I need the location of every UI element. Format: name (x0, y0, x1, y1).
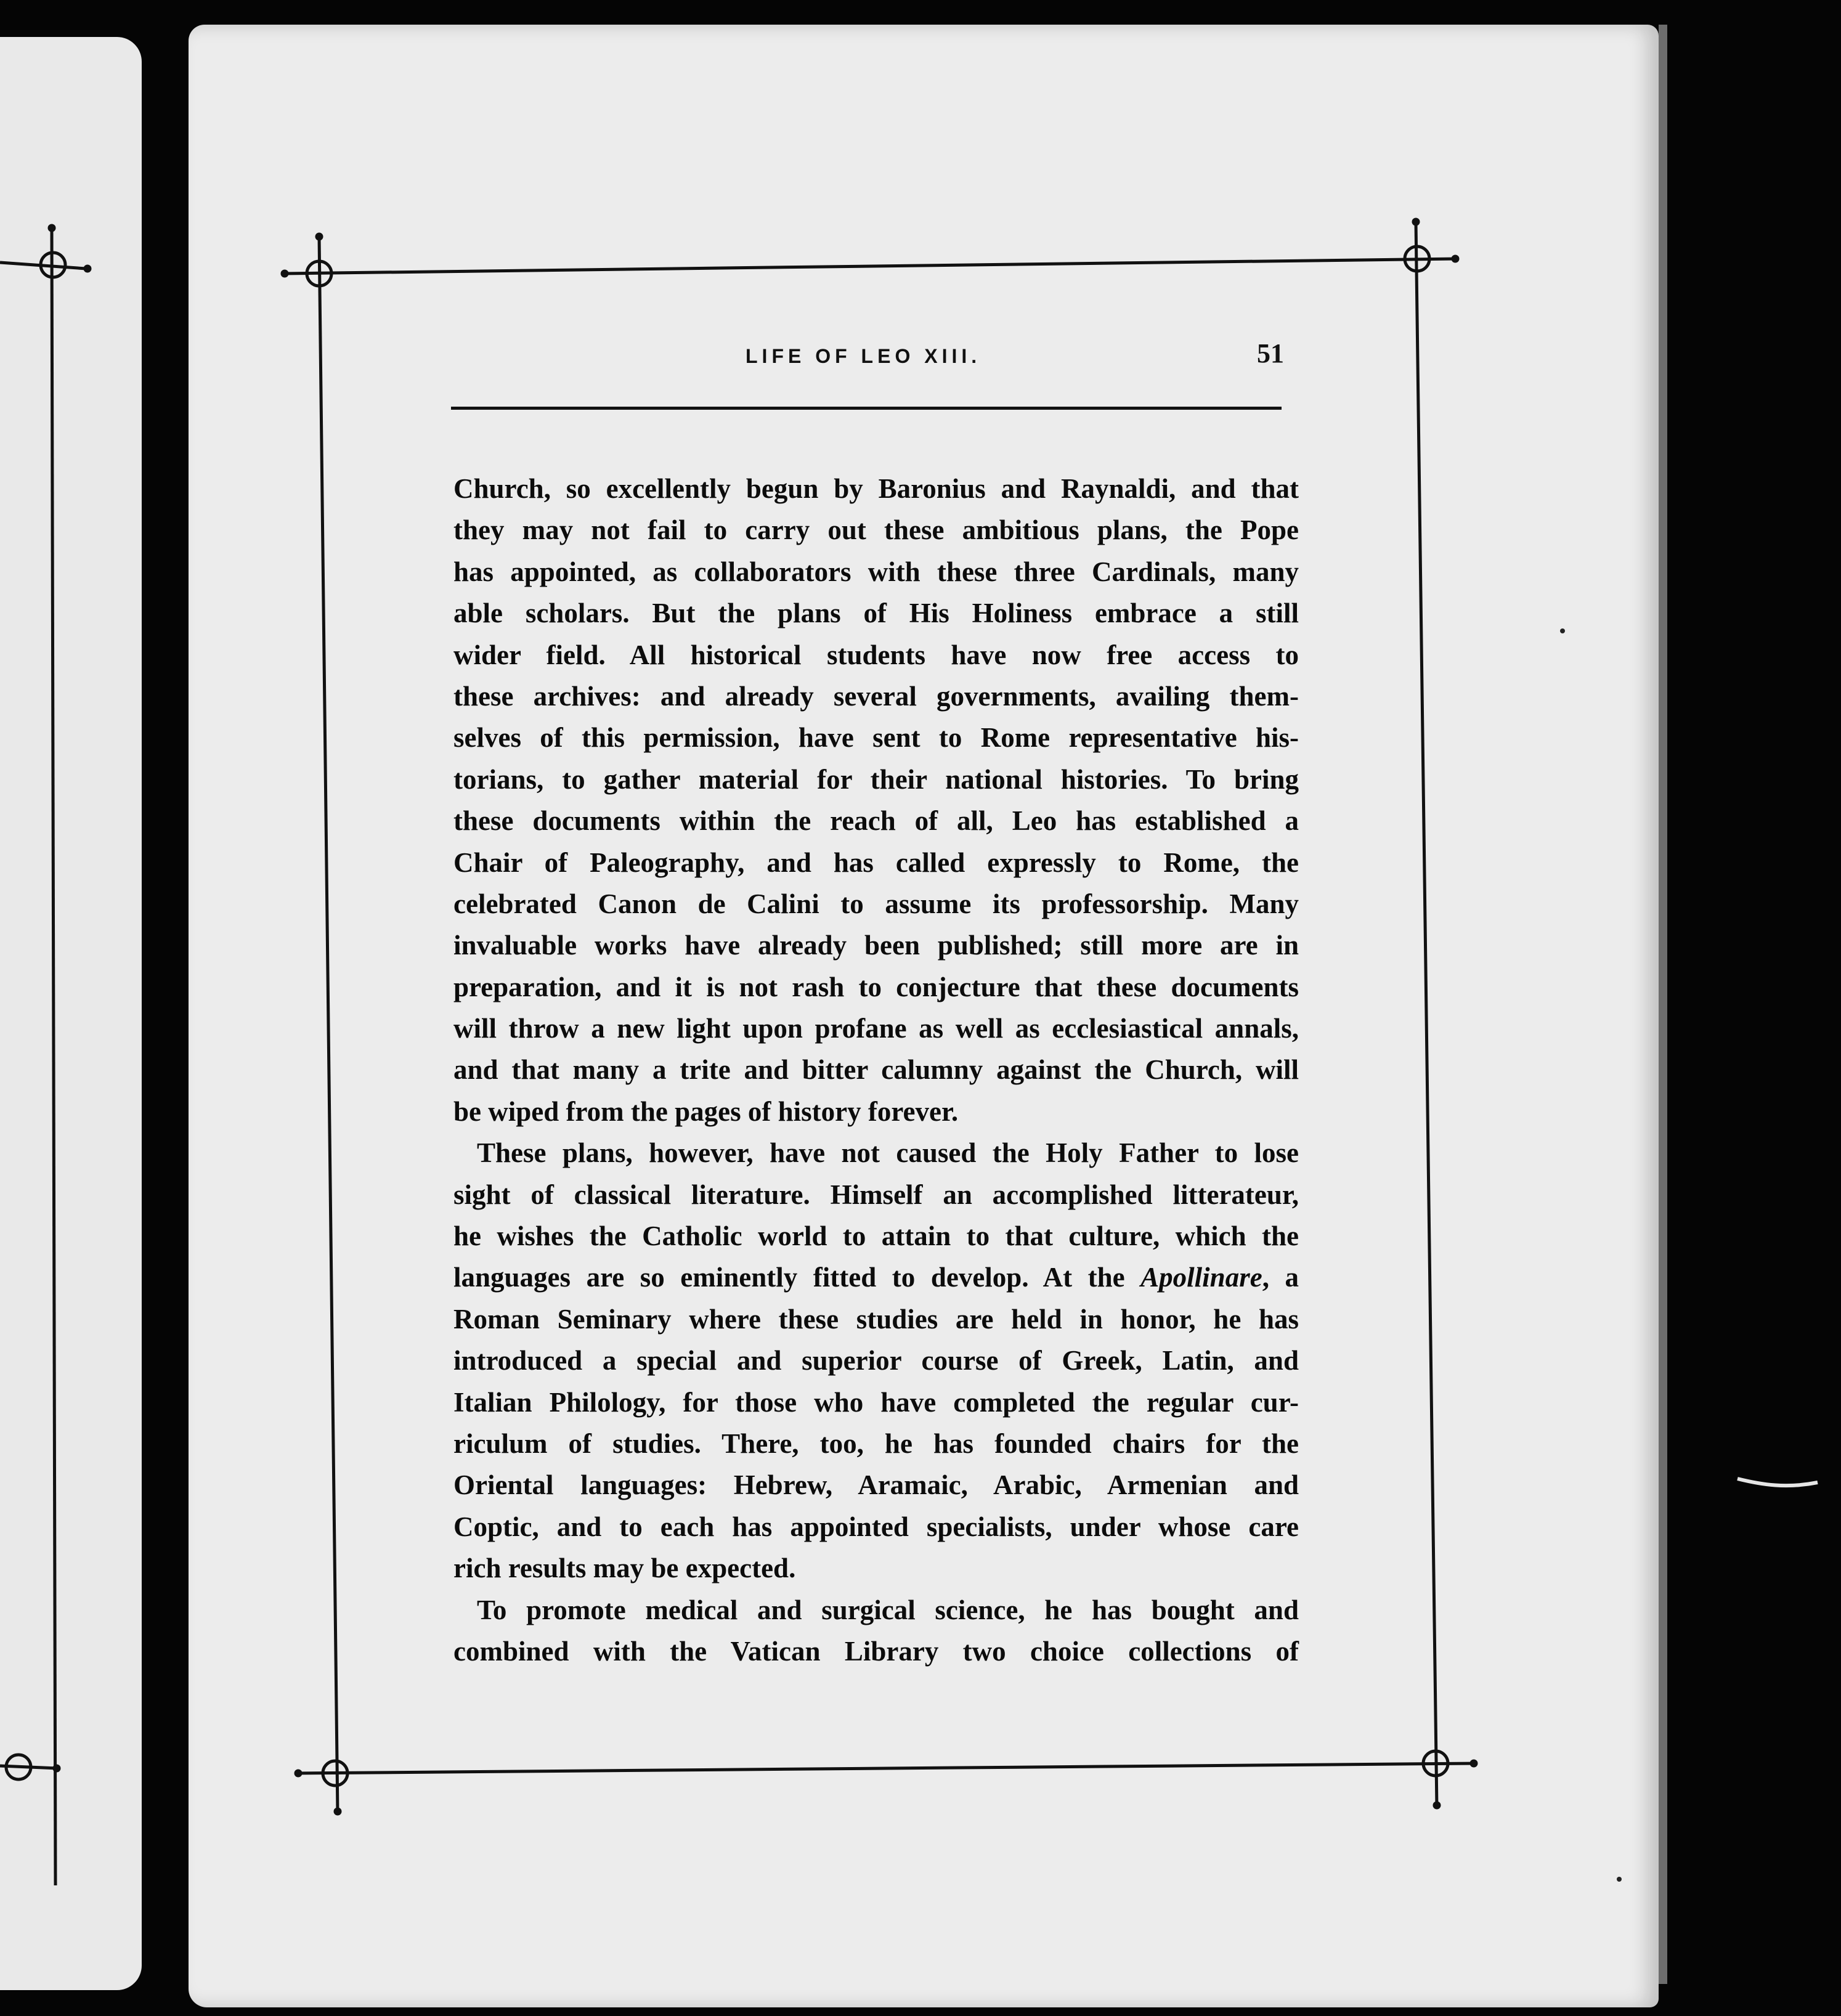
corner-ornament-top-left (281, 233, 331, 286)
text-line: selves of this permission, have sent to Rome representative his- (453, 722, 1299, 754)
header-rule (451, 407, 1282, 410)
text-line: Italian Philology, for those who have completed the regular cur- (453, 1386, 1299, 1418)
text-line: combined with the Vatican Library two choice collections of (453, 1635, 1299, 1667)
running-title: LIFE OF LEO XIII. (746, 345, 981, 367)
text-line: sight of classical literature. Himself an accomplished litterateur, (453, 1179, 1299, 1210)
text-line: Church, so excellently begun by Baronius and Raynaldi, and that (453, 473, 1299, 504)
corner-ornament-bottom-right (1423, 1751, 1477, 1809)
text-line: These plans, however, have not caused the Holy Father to lose (477, 1137, 1299, 1169)
scan-speck (1617, 1877, 1622, 1882)
text-line: Coptic, and to each has appointed specialists, under whose care (453, 1511, 1299, 1542)
text-line: To promote medical and surgical science, he has bought and (477, 1594, 1299, 1625)
text-line: invaluable works have already been published; still more are in (453, 930, 1299, 961)
text-line: has appointed, as collaborators with these three Cardinals, many (453, 556, 1299, 587)
text-line: he wishes the Catholic world to attain to that culture, which the (453, 1221, 1299, 1252)
text-line: riculum of studies. There, too, he has founded chairs for the (453, 1428, 1299, 1459)
corner-ornament-top-right (1405, 218, 1459, 271)
scan-speck (1560, 628, 1565, 633)
text-line: torians, to gather material for their national histories. To bring (453, 763, 1299, 795)
text-line: able scholars. But the plans of His Holiness embrace a still (453, 598, 1299, 629)
text-line: Oriental languages: Hebrew, Aramaic, Arabic, Armenian and (453, 1469, 1299, 1501)
italic-term: Apollinare (1140, 1262, 1262, 1293)
body-text (453, 468, 1299, 1672)
page-number: 51 (1257, 338, 1284, 368)
text-line: celebrated Canon de Calini to assume its professorship. Many (453, 888, 1299, 919)
text-line: Chair of Paleography, and has called expressly to Rome, the (453, 847, 1299, 878)
text-line: will throw a new light upon profane as well as ecclesiastical annals, (453, 1013, 1299, 1044)
text-line: they may not fail to carry out these ambitious plans, the Pope (453, 514, 1299, 546)
text-line: these archives: and already several governments, availing them- (453, 680, 1299, 712)
text-line: preparation, and it is not rash to conjecture that these documents (453, 971, 1299, 1002)
facing-page-ornament-top (41, 224, 91, 277)
corner-ornament-bottom-left (295, 1761, 347, 1815)
text-line: be wiped from the pages of history forever. (453, 1095, 959, 1127)
text-line: Roman Seminary where these studies are held in honor, he has (453, 1303, 1299, 1335)
text-line: introduced a special and superior course of Greek, Latin, and (453, 1345, 1299, 1376)
text-line: languages are so eminently fitted to develop. At the Apollinare, a (453, 1262, 1299, 1293)
text-line: wider field. All historical students have now free access to (453, 639, 1299, 670)
text-line: and that many a trite and bitter calumny against the Church, will (453, 1054, 1299, 1086)
text-line: these documents within the reach of all, Leo has established a (453, 805, 1299, 837)
text-line: rich results may be expected. (453, 1553, 796, 1584)
